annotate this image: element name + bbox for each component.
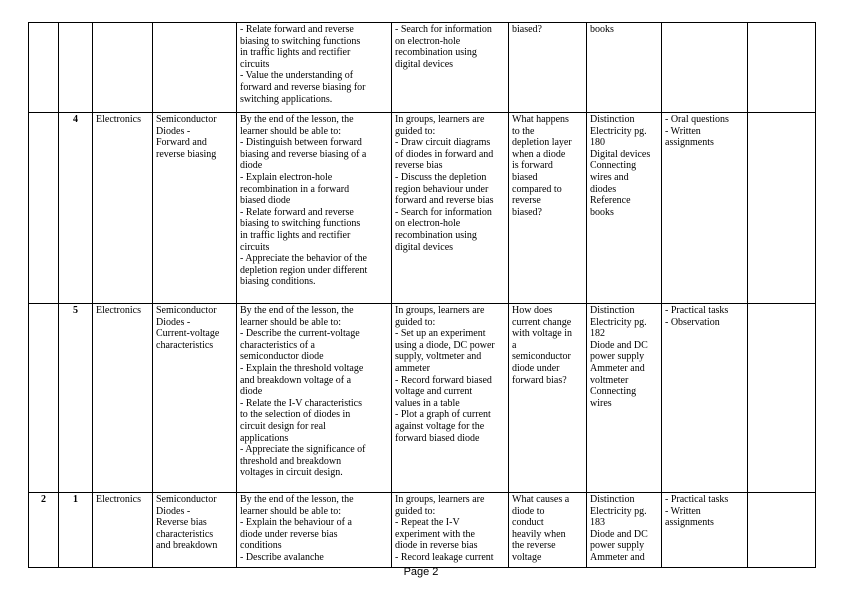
- cell-line: - Relate forward and reverse: [240, 206, 354, 218]
- cell-line: and breakdown: [156, 540, 218, 552]
- week-cell: [29, 113, 59, 304]
- strand-cell: Electronics: [93, 113, 153, 304]
- cell-line: Current-voltage: [156, 328, 220, 340]
- cell-line: - Relate the I-V characteristics: [240, 397, 362, 409]
- cell-line: reverse: [512, 195, 541, 207]
- sub-strand-cell: [153, 493, 237, 568]
- cell-line: biased diode: [240, 195, 291, 207]
- cell-line: on electron-hole: [395, 35, 461, 47]
- cell-line: Ammeter and: [590, 362, 645, 374]
- cell-line: reverse biasing: [156, 148, 217, 160]
- cell-line: biasing and reverse biasing of a: [240, 148, 367, 160]
- cell-line: Distinction: [590, 494, 635, 505]
- cell-line: assignments: [665, 137, 714, 149]
- week-cell: [29, 304, 59, 493]
- table-body: [29, 23, 816, 568]
- cell-line: 182: [590, 328, 605, 340]
- cell-line: diodes: [590, 183, 617, 195]
- learning-experiences-cell: [392, 113, 509, 304]
- cell-line: recombination in a forward: [240, 183, 350, 195]
- cell-line: compared to: [512, 183, 562, 195]
- cell-line: Diodes -: [156, 125, 191, 137]
- cell-line: Diode and DC: [590, 339, 648, 351]
- table-row: [29, 113, 816, 304]
- cell-line: Forward and: [156, 137, 207, 149]
- cell-line: heavily when: [512, 528, 566, 540]
- cell-line: biased?: [512, 24, 542, 35]
- cell-line: - Appreciate the significance of: [240, 444, 366, 456]
- lesson-cell: 5: [59, 304, 93, 493]
- cell-line: - Practical tasks: [665, 305, 729, 316]
- cell-line: In groups, learners are: [395, 305, 485, 316]
- cell-line: diode under reverse bias: [240, 528, 338, 540]
- cell-line: current change: [512, 316, 572, 328]
- cell-line: - Value the understanding of: [240, 70, 354, 82]
- cell-line: - Discuss the depletion: [395, 171, 487, 183]
- cell-line: and breakdown voltage of a: [240, 374, 352, 386]
- assessment-cell: [662, 304, 748, 493]
- cell-line: learner should be able to:: [240, 125, 342, 137]
- cell-line: - Explain the behaviour of a: [240, 517, 352, 529]
- cell-line: assignments: [665, 517, 714, 529]
- cell-line: characteristics: [156, 339, 214, 351]
- cell-line: guided to:: [395, 505, 436, 517]
- cell-line: the reverse: [512, 540, 556, 552]
- cell-line: - Written: [665, 125, 701, 137]
- cell-line: learner should be able to:: [240, 505, 342, 517]
- table-row: [29, 23, 816, 113]
- scheme-of-work-table: [28, 22, 816, 568]
- lesson-cell: [59, 23, 93, 113]
- learning-outcomes-cell: [237, 113, 392, 304]
- assessment-cell: [662, 493, 748, 568]
- cell-line: diode under: [512, 362, 560, 374]
- cell-line: biasing to switching functions: [240, 35, 361, 47]
- cell-line: Diode and DC: [590, 528, 648, 540]
- cell-line: diode to: [512, 505, 545, 517]
- assessment-cell: [662, 23, 748, 113]
- cell-line: a: [512, 339, 517, 351]
- cell-line: in traffic lights and rectifier: [240, 47, 351, 59]
- cell-line: voltage and current: [395, 386, 473, 398]
- cell-line: Electricity pg.: [590, 316, 647, 328]
- cell-line: circuits: [240, 241, 270, 253]
- cell-line: depletion region under different: [240, 264, 368, 276]
- cell-line: - Written: [665, 505, 701, 517]
- cell-line: circuits: [240, 58, 270, 70]
- cell-line: Distinction: [590, 305, 635, 316]
- cell-line: - Observation: [665, 316, 720, 328]
- learning-experiences-cell: [392, 304, 509, 493]
- strand-cell: Electronics: [93, 304, 153, 493]
- cell-line: Distinction: [590, 114, 635, 125]
- cell-line: In groups, learners are: [395, 494, 485, 505]
- cell-line: Electricity pg.: [590, 125, 647, 137]
- reflection-cell: [748, 23, 816, 113]
- learning-outcomes-cell: [237, 493, 392, 568]
- cell-line: What happens: [512, 114, 569, 125]
- table-row: [29, 304, 816, 493]
- cell-line: biasing to switching functions: [240, 218, 361, 230]
- lesson-cell: 1: [59, 493, 93, 568]
- cell-line: - Appreciate the behavior of the: [240, 253, 367, 265]
- cell-line: - Practical tasks: [665, 494, 729, 505]
- reflection-cell: [748, 304, 816, 493]
- table-row: [29, 493, 816, 568]
- cell-line: - Repeat the I-V: [395, 517, 460, 529]
- cell-line: - Distinguish between forward: [240, 137, 362, 149]
- cell-line: books: [590, 24, 614, 35]
- cell-line: books: [590, 206, 614, 218]
- cell-line: - Describe avalanche: [240, 551, 324, 563]
- cell-line: values in a table: [395, 397, 460, 409]
- cell-line: diode: [240, 160, 263, 172]
- key-inquiry-cell: [509, 113, 587, 304]
- cell-line: against voltage for the: [395, 420, 485, 432]
- learning-experiences-cell: [392, 493, 509, 568]
- assessment-cell: [662, 113, 748, 304]
- cell-line: guided to:: [395, 125, 436, 137]
- cell-line: of diodes in forward and: [395, 148, 494, 160]
- week-cell: 2: [29, 493, 59, 568]
- cell-line: power supply: [590, 540, 645, 552]
- cell-line: to the selection of diodes in: [240, 409, 351, 421]
- cell-line: - Explain the threshold voltage: [240, 362, 364, 374]
- cell-line: forward and reverse biasing for: [240, 81, 366, 93]
- cell-line: Ammeter and: [590, 551, 645, 563]
- cell-line: characteristics: [156, 528, 214, 540]
- cell-line: Semiconductor: [156, 494, 217, 505]
- cell-line: wires: [590, 397, 612, 409]
- cell-line: forward biased diode: [395, 432, 480, 444]
- cell-line: reverse bias: [395, 160, 443, 172]
- strand-cell: Electronics: [93, 493, 153, 568]
- cell-line: diode in reverse bias: [395, 540, 478, 552]
- cell-line: Digital devices: [590, 148, 651, 160]
- cell-line: - Search for information: [395, 206, 492, 218]
- week-cell: [29, 23, 59, 113]
- cell-line: biased: [512, 171, 538, 183]
- cell-line: experiment with the: [395, 528, 475, 540]
- cell-line: - Draw circuit diagrams: [395, 137, 491, 149]
- cell-line: - Set up an experiment: [395, 328, 486, 340]
- cell-line: threshold and breakdown: [240, 455, 342, 467]
- key-inquiry-cell: [509, 493, 587, 568]
- cell-line: digital devices: [395, 241, 454, 253]
- cell-line: digital devices: [395, 58, 454, 70]
- key-inquiry-cell: [509, 304, 587, 493]
- cell-line: Electricity pg.: [590, 505, 647, 517]
- cell-line: to the: [512, 125, 535, 137]
- cell-line: learner should be able to:: [240, 316, 342, 328]
- cell-line: is forward: [512, 160, 553, 172]
- lesson-cell: 4: [59, 113, 93, 304]
- cell-line: recombination using: [395, 47, 477, 59]
- cell-line: forward and reverse bias: [395, 195, 494, 207]
- cell-line: with voltage in: [512, 328, 572, 340]
- cell-line: depletion layer: [512, 137, 572, 149]
- cell-line: Semiconductor: [156, 305, 217, 316]
- cell-line: in traffic lights and rectifier: [240, 229, 351, 241]
- reflection-cell: [748, 493, 816, 568]
- cell-line: forward bias?: [512, 374, 567, 386]
- cell-line: - Oral questions: [665, 114, 729, 125]
- cell-line: What causes a: [512, 494, 570, 505]
- cell-line: semiconductor: [512, 351, 571, 363]
- cell-line: supply, voltmeter and: [395, 351, 482, 363]
- cell-line: In groups, learners are: [395, 114, 485, 125]
- learning-resources-cell: [587, 23, 662, 113]
- cell-line: semiconductor diode: [240, 351, 324, 363]
- learning-experiences-cell: [392, 23, 509, 113]
- cell-line: - Record forward biased: [395, 374, 492, 386]
- cell-line: wires and: [590, 171, 629, 183]
- cell-line: voltmeter: [590, 374, 629, 386]
- cell-line: - Plot a graph of current: [395, 409, 491, 421]
- cell-line: 183: [590, 517, 605, 529]
- cell-line: biased?: [512, 206, 542, 218]
- sub-strand-cell: [153, 304, 237, 493]
- cell-line: biasing conditions.: [240, 276, 316, 288]
- cell-line: diode: [240, 386, 263, 398]
- cell-line: conditions: [240, 540, 282, 552]
- cell-line: By the end of the lesson, the: [240, 494, 354, 505]
- cell-line: Diodes -: [156, 505, 191, 517]
- sub-strand-cell: [153, 23, 237, 113]
- cell-line: By the end of the lesson, the: [240, 305, 354, 316]
- learning-resources-cell: [587, 304, 662, 493]
- reflection-cell: [748, 113, 816, 304]
- strand-cell: [93, 23, 153, 113]
- learning-resources-cell: [587, 493, 662, 568]
- cell-line: Reference: [590, 195, 631, 207]
- cell-line: power supply: [590, 351, 645, 363]
- cell-line: using a diode, DC power: [395, 339, 495, 351]
- page-footer: [0, 566, 842, 578]
- cell-line: - Describe the current-voltage: [240, 328, 360, 340]
- learning-outcomes-cell: [237, 304, 392, 493]
- cell-line: guided to:: [395, 316, 436, 328]
- cell-line: How does: [512, 305, 553, 316]
- sub-strand-cell: [153, 113, 237, 304]
- cell-line: region behaviour under: [395, 183, 489, 195]
- page-number-label: Page 2: [403, 566, 439, 578]
- cell-line: - Record leakage current: [395, 551, 494, 563]
- cell-line: conduct: [512, 517, 544, 529]
- cell-line: Connecting: [590, 386, 637, 398]
- cell-line: recombination using: [395, 229, 477, 241]
- cell-line: Diodes -: [156, 316, 191, 328]
- cell-line: on electron-hole: [395, 218, 461, 230]
- cell-line: By the end of the lesson, the: [240, 114, 354, 125]
- cell-line: - Search for information: [395, 24, 492, 35]
- learning-outcomes-cell: [237, 23, 392, 113]
- cell-line: Connecting: [590, 160, 637, 172]
- key-inquiry-cell: [509, 23, 587, 113]
- cell-line: Semiconductor: [156, 114, 217, 125]
- cell-line: when a diode: [512, 148, 566, 160]
- cell-line: 180: [590, 137, 605, 149]
- cell-line: - Explain electron-hole: [240, 171, 333, 183]
- cell-line: ammeter: [395, 362, 430, 374]
- cell-line: applications: [240, 432, 289, 444]
- cell-line: characteristics of a: [240, 339, 315, 351]
- cell-line: voltage: [512, 551, 542, 563]
- cell-line: circuit design for real: [240, 420, 326, 432]
- cell-line: voltages in circuit design.: [240, 467, 343, 479]
- cell-line: Reverse bias: [156, 517, 207, 529]
- cell-line: - Relate forward and reverse: [240, 24, 354, 35]
- cell-line: switching applications.: [240, 93, 333, 105]
- learning-resources-cell: [587, 113, 662, 304]
